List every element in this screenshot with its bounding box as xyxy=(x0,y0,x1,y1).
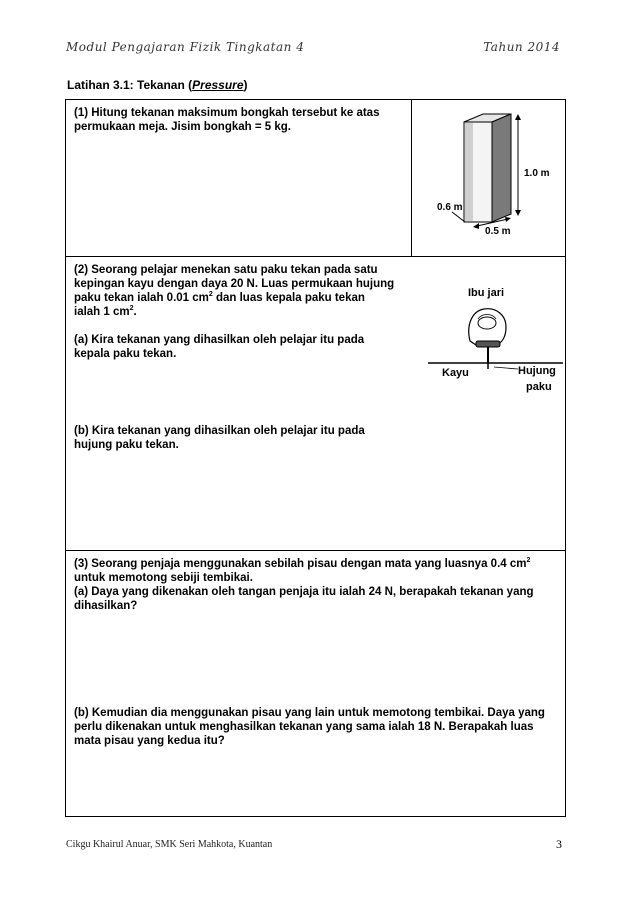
question-3-text xyxy=(74,557,562,613)
q2-line-2: kepingan kayu dengan daya 20 N. Luas permukaan hujung xyxy=(74,278,395,290)
block-figure xyxy=(421,108,561,248)
q3b-line-2: perlu dikenakan untuk menghasilkan tekanan yang sama ialah 18 N. Berapakah luas xyxy=(74,721,534,733)
tip-label-2: paku xyxy=(526,381,552,393)
tip-label-1: Hujung xyxy=(518,365,556,377)
q2b-line-2: hujung paku tekan. xyxy=(74,439,179,451)
q3-line-1a: (3) Seorang penjaja menggunakan sebilah pisau dengan mata yang luasnya 0.4 cm xyxy=(74,558,527,570)
q2-line-4a: ialah 1 cm xyxy=(74,306,130,318)
header-module-title: Modul Pengajaran Fizik Tingkatan 4 xyxy=(66,40,305,54)
depth-label: 0.6 m xyxy=(437,202,463,213)
q2b-line-1: (b) Kira tekanan yang dihasilkan oleh pelajar itu pada xyxy=(74,425,365,437)
question-3b-text xyxy=(74,706,562,748)
q3-line-1 xyxy=(74,557,562,571)
question-1-row xyxy=(66,100,565,257)
title-prefix: Latihan 3.1: Tekanan ( xyxy=(67,78,193,92)
exercise-table xyxy=(65,99,566,817)
q2-line-4 xyxy=(74,305,414,319)
q2-line-3b: dan luas kepala paku tekan xyxy=(212,292,365,304)
thumbtack-figure xyxy=(418,283,563,403)
column-divider xyxy=(411,100,412,256)
page-number: 3 xyxy=(556,837,562,851)
q2-sup-2: 2 xyxy=(129,305,134,313)
q1-line-2: permukaan meja. Jisim bongkah = 5 kg. xyxy=(74,121,291,133)
question-2-row xyxy=(66,257,565,551)
wood-label: Kayu xyxy=(442,367,469,379)
q2a-line-2: kepala paku tekan. xyxy=(74,348,177,360)
q3-line-2: untuk memotong sebiji tembikai. xyxy=(74,572,253,584)
question-1-text xyxy=(74,106,404,134)
q3b-line-3: mata pisau yang kedua itu? xyxy=(74,735,225,747)
q2-line-3a: paku tekan ialah 0.01 cm xyxy=(74,292,209,304)
q2-line-1: (2) Seorang pelajar menekan satu paku tekan pada satu xyxy=(74,264,378,276)
question-2-text xyxy=(74,263,414,361)
question-3-row xyxy=(66,551,565,818)
q1-line-1: (1) Hitung tekanan maksimum bongkah tersebut ke atas xyxy=(74,107,380,119)
q2-sup-1: 2 xyxy=(208,291,213,299)
question-2b-text xyxy=(74,424,414,452)
title-suffix: ) xyxy=(243,78,248,92)
header-year: Tahun 2014 xyxy=(483,40,560,54)
q3-sup: 2 xyxy=(526,557,531,565)
q2-line-3 xyxy=(74,291,414,305)
q2a-line-1: (a) Kira tekanan yang dihasilkan oleh pelajar itu pada xyxy=(74,334,365,346)
q3b-line-1: (b) Kemudian dia menggunakan pisau yang lain untuk memotong tembikai. Daya yang xyxy=(74,707,545,719)
footer-author: Cikgu Khairul Anuar, SMK Seri Mahkota, Kuantan xyxy=(66,839,273,850)
thumb-label: Ibu jari xyxy=(468,287,505,299)
q3a-line-2: dihasilkan? xyxy=(74,600,138,612)
height-label: 1.0 m xyxy=(524,168,550,179)
q3a-line-1: (a) Daya yang dikenakan oleh tangan penjaja itu ialah 24 N, berapakah tekanan yang xyxy=(74,586,534,598)
q2-line-4b: . xyxy=(133,306,137,318)
title-english: Pressure xyxy=(192,78,244,92)
width-label: 0.5 m xyxy=(485,226,511,237)
exercise-title xyxy=(67,78,248,92)
